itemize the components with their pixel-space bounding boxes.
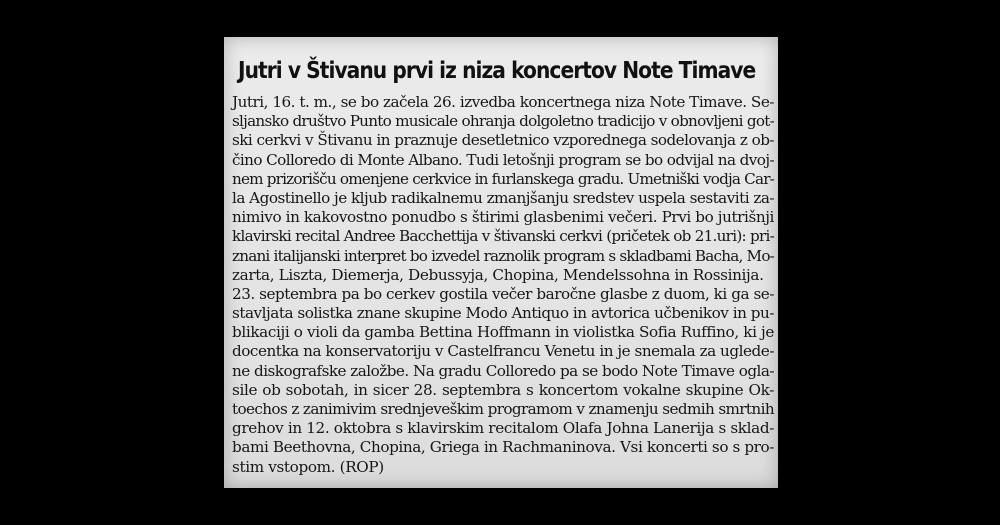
- article-line: zarta, Liszta, Diemerja, Debussyja, Chopina, Mendelssohna in Rossinija.: [232, 265, 764, 284]
- article-line: znani italijanski interpret bo izvedel raznolik program s skladbami Bacha, Mo-: [232, 246, 774, 265]
- article-body: [232, 93, 774, 477]
- article-line: grehov in 12. oktobra s klavirskim recitalom Olafa Johna Lanerija s sklad-: [232, 419, 774, 438]
- article-line: toechos z zanimivim srednjeveškim programom v znamenju sedmih smrtnih: [232, 400, 774, 418]
- article-line: nem prizorišču omenjene cerkvice in furlanskega gradu. Umetniški vodja Car-: [232, 169, 774, 188]
- article-line: nimivo in kakovostno ponudbo s štirimi glasbenimi večeri. Prvi bo jutrišnji: [232, 208, 774, 227]
- article-line: la Agostinello je kljub radikalnemu zmanjšanju sredstev uspela sestaviti za-: [232, 188, 774, 207]
- newspaper-clipping: [224, 37, 778, 488]
- article-line: blikaciji o violi da gamba Bettina Hoffmann in violistka Sofia Ruffino, ki je: [232, 323, 774, 342]
- article-line: 23. septembra pa bo cerkev gostila večer baročne glasbe z duom, ki ga se-: [232, 284, 774, 303]
- article-line: stim vstopom. (ROP): [232, 457, 384, 476]
- article-line: čino Colloredo di Monte Albano. Tudi letošnji program se bo odvijal na dvoj-: [232, 150, 774, 169]
- article-line: ne diskografske založbe. Na gradu Colloredo pa se bodo Note Timave ogla-: [232, 361, 774, 380]
- article-line: ski cerkvi v Štivanu in praznuje desetletnico vzporednega sodelovanja z ob-: [232, 131, 774, 150]
- article-line: docentka na konservatoriju v Castelfrancu Venetu in je snemala za uglede-: [232, 342, 774, 361]
- article-line: sljansko društvo Punto musicale ohranja dolgoletno tradicijo v obnovljeni got-: [232, 112, 774, 131]
- article-line: Jutri, 16. t. m., se bo začela 26. izvedba koncertnega niza Note Timave. Se-: [232, 93, 774, 111]
- article-line: klavirski recital Andree Bacchettija v štivanski cerkvi (pričetek ob 21.uri): pri-: [232, 227, 774, 246]
- article-line: bami Beethovna, Chopina, Griega in Rachmaninova. Vsi koncerti so s pro-: [232, 438, 774, 457]
- article-headline: Jutri v Štivanu prvi iz niza koncertov Note Timave: [238, 56, 756, 84]
- article-line: sile ob sobotah, in sicer 28. septembra s koncertom vokalne skupine Ok-: [232, 380, 774, 399]
- article-line: stavljata solistka znane skupine Modo Antiquo in avtorica učbenikov in pu-: [232, 304, 774, 323]
